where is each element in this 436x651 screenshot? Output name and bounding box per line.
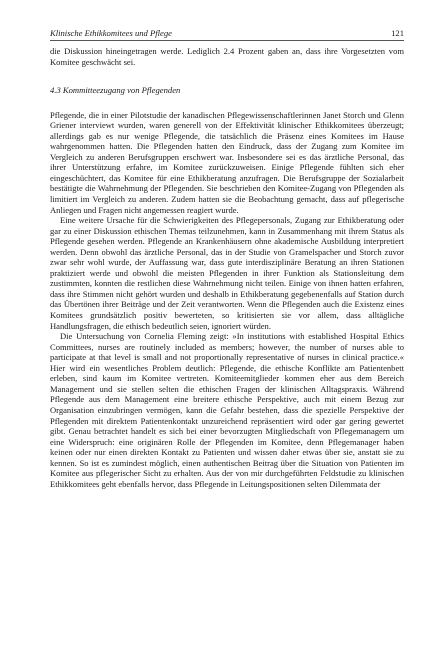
body-paragraph-1: Pflegende, die in einer Pilotstudie der kanadischen Pflegewissenschaftlerinnen Janet Storch und Glenn Griener interviewt wurden, waren generell von der Effektivität klinischer Ethikkomitees überzeugt; allerdings gab es nur wenige Pflegende, die tatsächlich die Präsenz eines Komitees im Hause wahrgenommen hatten. Die Pflegenden hatten den Eindruck, dass der Zugang zum Komitee im Vergleich zu anderen Berufsgruppen erschwert war. Insbesondere sei es das ärztliche Personal, das ihrer Unterstützung erfahre, im Komitee zurückzuweisen. Einige Pflegende fühlten sich eher eingeschüchtert, das Komitee für eine Ethikberatung anzufragen. Die Berufsgruppe der Sozialarbeit bestätigte die Wahrnehmung der Pflegenden. Sie beschrieben den Komitee-Zugang von Pflegenden als limitiert im Vergleich zu anderen. Zudem hatten sie die Beobachtung gemacht, dass auf pflegerische Anliegen und Fragen nicht angemessen reagiert wurde. bbox=[50, 109, 404, 215]
intro-paragraph: die Diskussion hineingetragen werde. Lediglich 2.4 Prozent gaben an, dass ihre Vorgesetzten vom Komitee geschwächt sei. bbox=[50, 46, 404, 67]
running-header bbox=[50, 28, 404, 41]
page-number: 121 bbox=[391, 28, 404, 38]
section-heading: 4.3 Kommitteezugang von Pflegenden bbox=[50, 85, 181, 96]
body-paragraph-2: Eine weitere Ursache für die Schwierigkeiten des Pflegepersonals, Zugang zur Ethikberatung oder gar zu einer Diskussion ethischen Themas teilzunehmen, kann in Zusammenhang mit ihrem Status als Pflegende gesehen werden. Pflegende an Krankenhäusern ohne akademische Ausbildung interpretiert werden. Denn obwohl das ärztliche Personal, das in der Studie von Gramelspacher und Storch zuvor zwar sehr wohl wurde, der Auffassung war, dass gute interdisziplinäre Beratung an ihren Stationen praktiziert werde und obwohl die meisten Pflegenden in ihrer Funktion als Stationsleitung dem zustimmten, konnten die restlichen diese Wahrnehmung nicht teilen. Einige von ihnen hatten erfahren, dass ihre Stimmen nicht gehört wurden und deshalb in Ethikberatung gegebenenfalls auf Station durch das Übertönen ihrer Beiträge und der Zeit verantworten. Wenn die Pflegenden auch die Existenz eines Komitees grundsätzlich positiv bewerteten, so kritisierten sie vor allem, dass alltägliche Handlungsfragen, die ethisch bedeutlich seien, ignoriert würden. bbox=[50, 215, 404, 331]
page-body bbox=[50, 46, 404, 489]
body-paragraph-3: Die Untersuchung von Cornelia Fleming zeigt: »In institutions with established Hospital Ethics Committees, nurses are routinely included as members; however, the number of nurses able to participate at that level is small and not proportionally representative of nurses in clinical practice.« Hier wird ein wesentliches Problem deutlich: Pflegende, die ethische Konflikte am Patientenbett erleben, sind kaum im Komitee vertreten. Komiteemitglieder kommen eher aus dem Bereich Management und sie stellen selten die ethischen Fragen der klinischen Alltagspraxis. Während Pflegende aus dem Management eine breitere ethische Perspektive, auch mit einem Bezug zur Organisation einzubringen vermögen, kann die Gefahr bestehen, dass die spezielle Perspektive der Pflegenden mit direktem Patientenkontakt unzureichend repräsentiert wird oder gar gering gewertet gibt. Genau betrachtet handelt es sich bei einer bevorzugten Mitgliedschaft von Pflegemanagern um eine Widerspruch: eine originären Rolle der Pflegenden im Komitee, denn Pflegemanager haben keinen oder nur einen direkten Kontakt zu Patienten und wissen daher etwas über sie, anstatt sie zu kennen. So ist es zumindest möglich, einen authentischen Beitrag über die Situation von Patienten im Komitee aus pflegerischer Sicht zu erhalten. Aus der von mir durchgeführten Feldstudie zu klinischen Ethikkomitees geht ebenfalls hervor, dass Pflegende in Leitungspositionen selten Dilemmata der bbox=[50, 331, 404, 489]
running-title: Klinische Ethikkomitees und Pflege bbox=[50, 28, 172, 38]
